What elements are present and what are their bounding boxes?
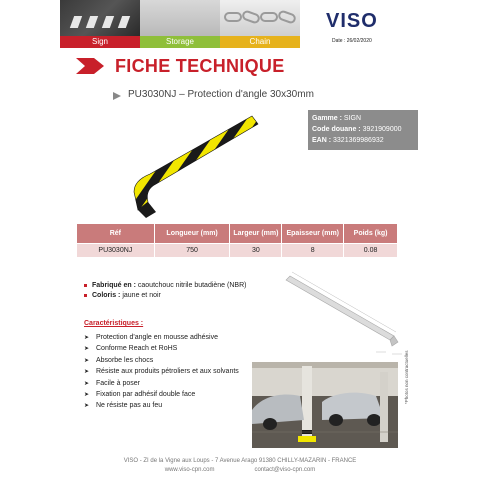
- characteristics-list: [84, 332, 239, 412]
- info-row-code-douane: Code douane : 3921909000: [312, 126, 402, 133]
- col-largeur: Largeur (mm): [230, 224, 282, 244]
- chain-image: [220, 0, 300, 36]
- product-info-box: [308, 110, 418, 150]
- col-poids: Poids (kg): [344, 224, 398, 244]
- info-row-ean: EAN : 3321369986932: [312, 137, 384, 144]
- spec-table: [76, 223, 398, 258]
- category-banner: [60, 0, 300, 48]
- table-header-row: [77, 224, 398, 244]
- banner-storage[interactable]: [140, 0, 220, 48]
- document-date: Date : 26/02/2020: [332, 38, 372, 44]
- characteristics-title: Caractéristiques :: [84, 320, 144, 327]
- table-row: [77, 244, 398, 258]
- info-row-gamme: Gamme : SIGN: [312, 115, 362, 122]
- cell-longueur: 750: [154, 244, 230, 258]
- list-item: ➤ Facile à poser: [84, 378, 239, 389]
- photo-disclaimer: *Photos non contractuelles: [404, 350, 409, 404]
- cell-epaisseur: 8: [282, 244, 344, 258]
- list-item: ➤ Conforme Reach et RoHS: [84, 343, 239, 354]
- cell-ref: PU3030NJ: [77, 244, 155, 258]
- footer-address: VISO - ZI de la Vigne aux Loups - 7 Avenue Arago 91380 CHILLY-MAZARIN - FRANCE: [123, 458, 357, 464]
- footer-website-link[interactable]: www.viso-cpn.com: [164, 467, 215, 473]
- storage-image: [140, 0, 220, 36]
- col-longueur: Longueur (mm): [154, 224, 230, 244]
- banner-chain[interactable]: [220, 0, 300, 48]
- list-item: ➤ Fixation par adhésif double face: [84, 389, 239, 400]
- dimension-drawing: [280, 270, 405, 360]
- list-item: ➤ Protection d'angle en mousse adhésive: [84, 332, 239, 343]
- subtitle-arrow-icon: [113, 92, 121, 100]
- banner-storage-label: Storage: [140, 36, 220, 48]
- list-item: ➤ Absorbe les chocs: [84, 355, 239, 366]
- cell-largeur: 30: [230, 244, 282, 258]
- col-ref: Réf: [77, 224, 155, 244]
- list-item: ➤ Résiste aux produits pétroliers et aux solvants: [84, 366, 239, 377]
- list-item: ➤ Ne résiste pas au feu: [84, 400, 239, 411]
- cell-poids: 0.08: [344, 244, 398, 258]
- list-item: Coloris : jaune et noir: [84, 291, 246, 301]
- banner-chain-label: Chain: [220, 36, 300, 48]
- materials-list: [84, 281, 246, 301]
- parking-photo: [252, 362, 398, 448]
- list-item: Fabriqué en : caoutchouc nitrile butadiène (NBR): [84, 281, 246, 291]
- title-arrow-icon: [76, 58, 104, 74]
- product-image: [120, 112, 270, 222]
- footer-email-link[interactable]: contact@viso-cpn.com: [254, 467, 316, 473]
- product-subtitle: PU3030NJ – Protection d'angle 30x30mm: [128, 89, 314, 100]
- page-footer: [0, 457, 480, 475]
- col-epaisseur: Epaisseur (mm): [282, 224, 344, 244]
- banner-sign[interactable]: [60, 0, 140, 48]
- page-title: FICHE TECHNIQUE: [115, 56, 285, 76]
- sign-image: [60, 0, 140, 36]
- viso-logo: VISO: [326, 10, 378, 32]
- banner-sign-label: Sign: [60, 36, 140, 48]
